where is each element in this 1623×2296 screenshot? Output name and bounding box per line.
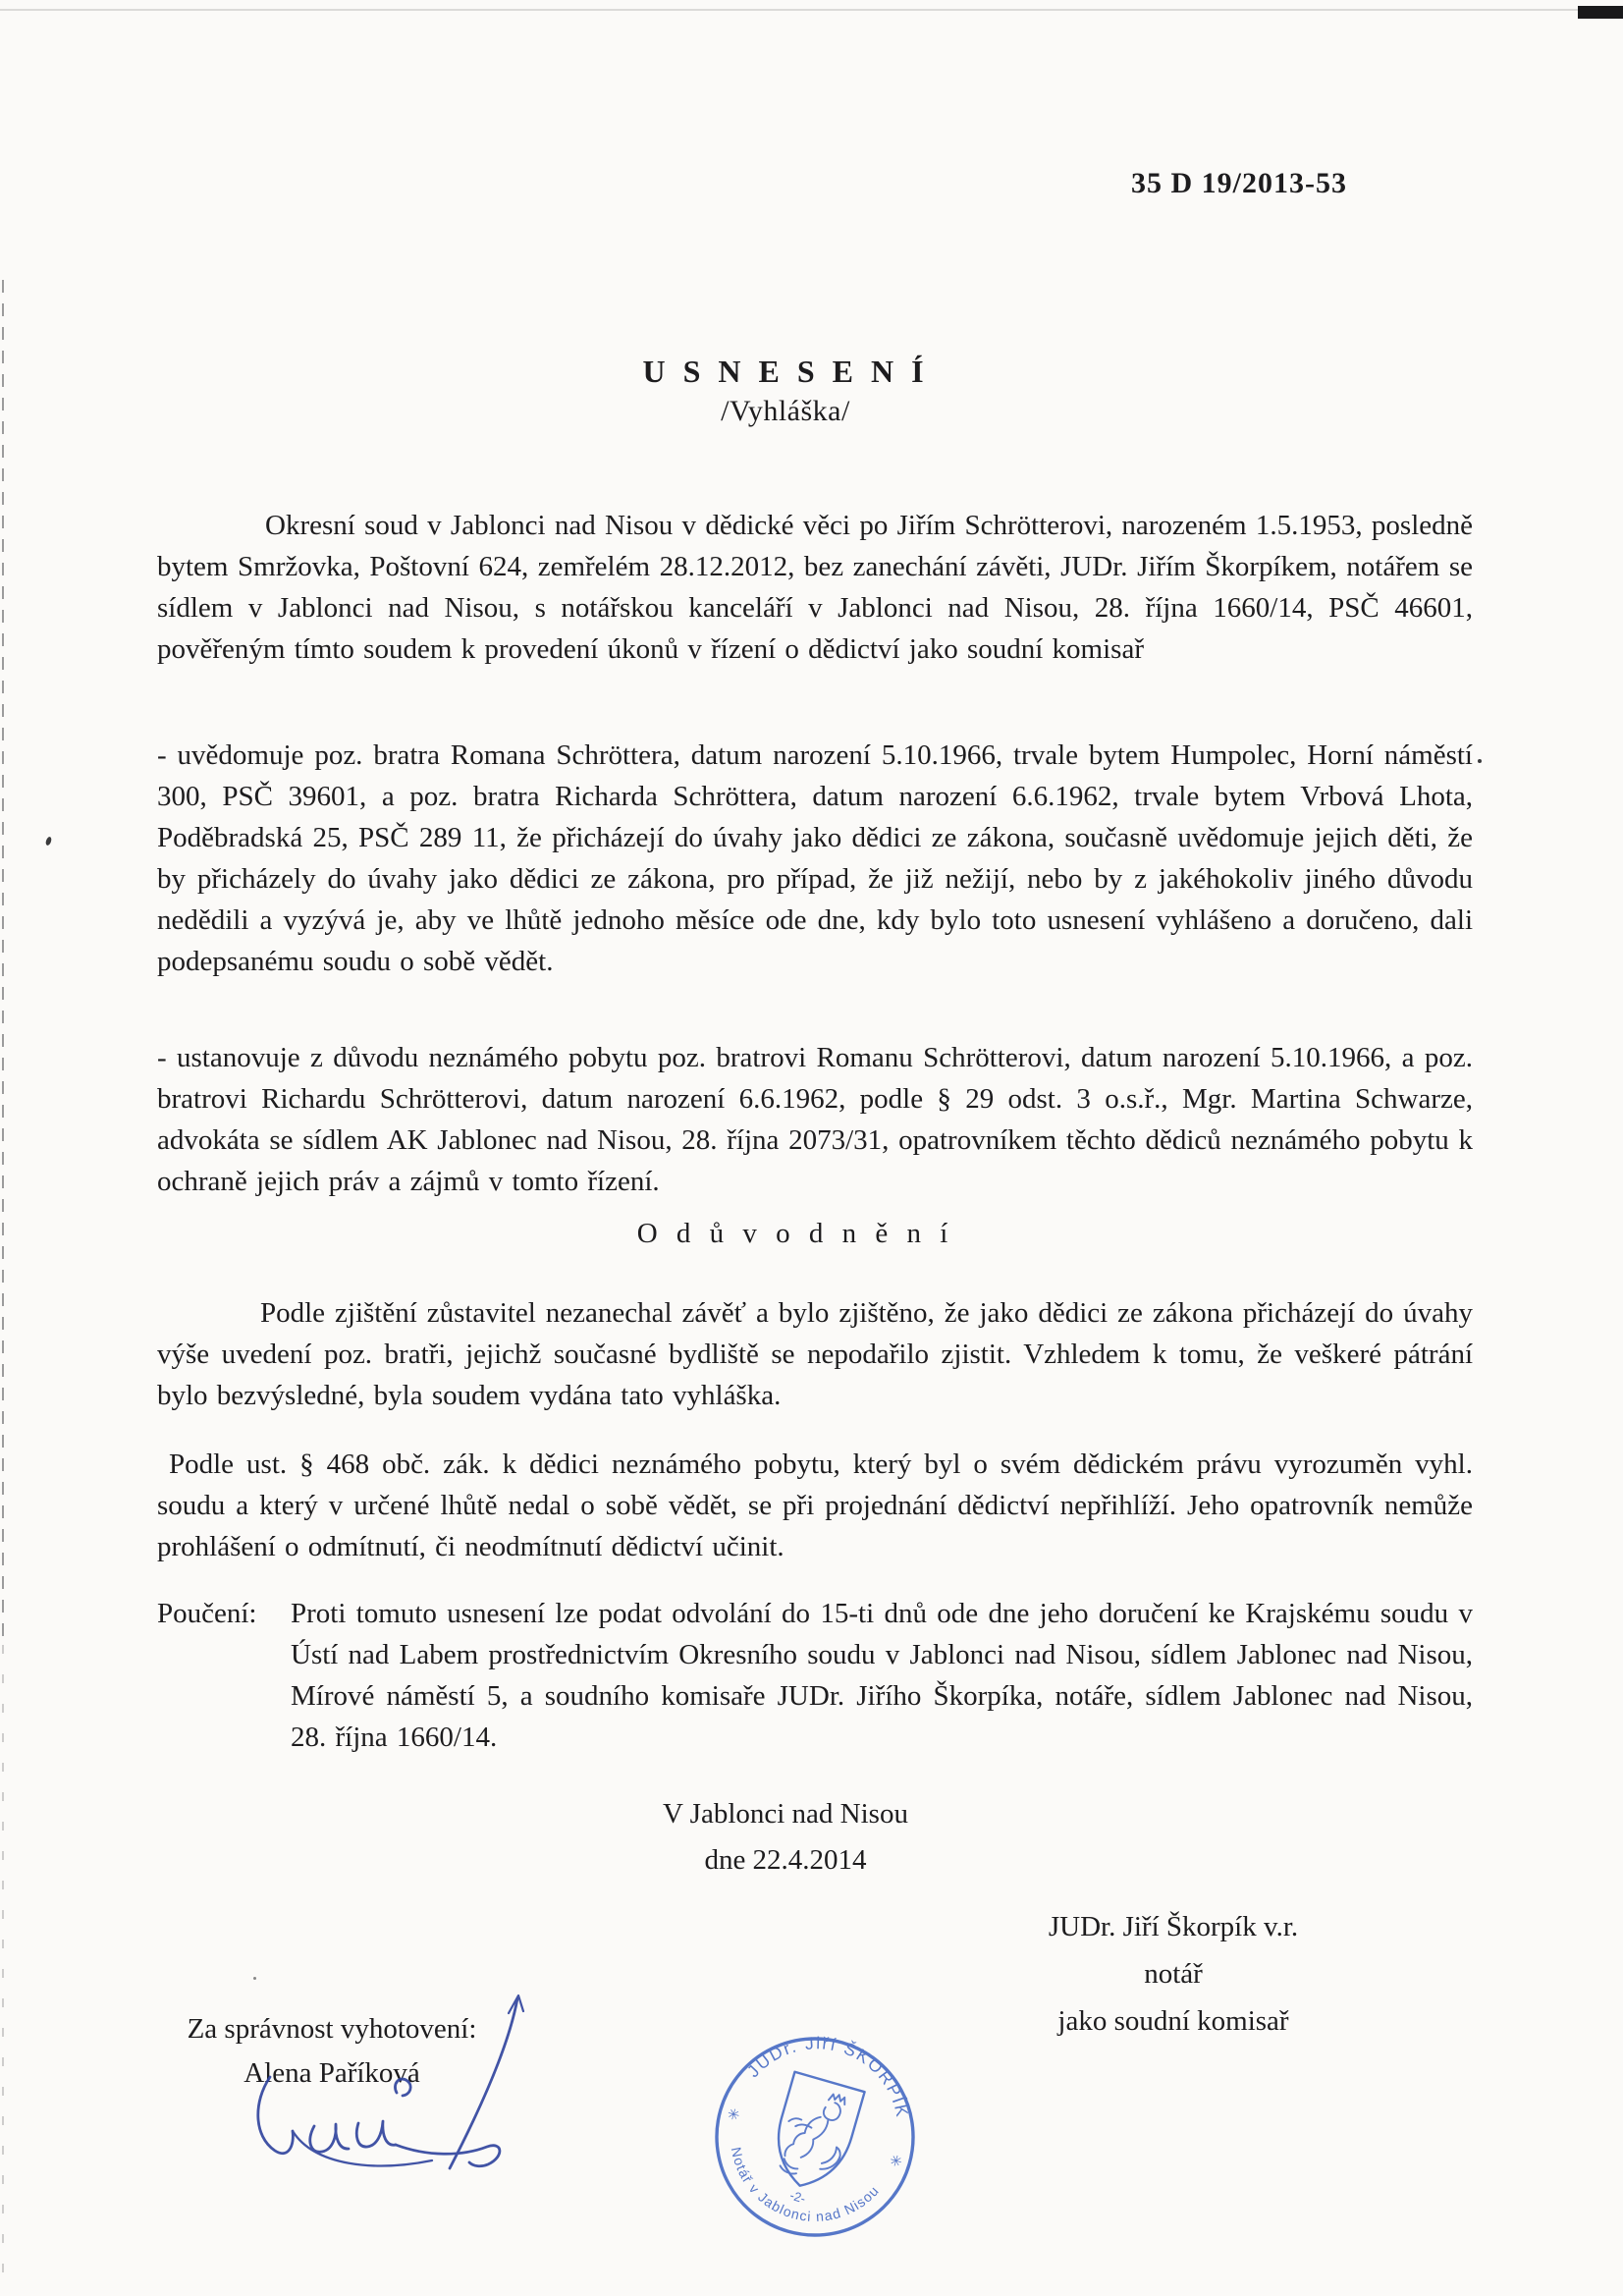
place-line: V Jablonci nad Nisou xyxy=(663,1798,908,1830)
notary-round-stamp xyxy=(699,2021,931,2253)
paragraph-reasoning-2: Podle ust. § 468 obč. zák. k dědici neznámého pobytu, který byl o svém dědickém právu vyrozuměn vyhl. soudu a který v určené lhůtě nedal o sobě vědět, se při projednání dědictví nepřihlíží. Jeho opatrovník nemůže prohlášení o odmítnutí, či neodmítnutí dědictví učinit. xyxy=(157,1449,1473,1562)
document-subtitle: /Vyhláška/ xyxy=(721,395,850,427)
scan-artifact-left-edge-line xyxy=(2,280,4,1645)
stamp-center-mark: -2- xyxy=(787,2187,808,2207)
case-number: 35 D 19/2013-53 xyxy=(1131,167,1347,199)
signature-stroke xyxy=(258,2077,294,2154)
stamp-star-right-icon: ✳ xyxy=(887,2153,904,2172)
scan-artifact-top-hairline xyxy=(0,9,1583,11)
stamp-top-arc-text: JUDr. Jiří ŠKORPÍK xyxy=(742,2033,913,2120)
paragraph-advice xyxy=(157,1593,1473,1758)
signature-stroke xyxy=(356,2121,396,2147)
advice-label: Poučení: xyxy=(157,1598,257,1629)
stamp-star-left-icon: ✳ xyxy=(725,2105,742,2125)
document-title: U S N E S E N Í xyxy=(642,354,929,389)
certification-name: Alena Paříková xyxy=(243,2057,420,2089)
signature-slash-stroke xyxy=(450,1998,517,2168)
stamp-shield-outline xyxy=(765,2072,864,2196)
paragraph-intro: Okresní soud v Jablonci nad Nisou v dědické věci po Jiřím Schrötterovi, narozeném 1.5.1953, posledně bytem Smržovka, Poštovní 624, zemřelém 28.12.2012, bez zanechání závěti, JUDr. Jiřím Škorpíkem, notářem se sídlem v Jablonci nad Nisou, s notářskou kanceláří v Jablonci nad Nisou, 28. října 1660/14, PSČ 46601, pověřeným tímto soudem k provedení úkonů v řízení o dědictví jako soudní komisař xyxy=(157,510,1473,665)
paragraph-guardian-appointment: - ustanovuje z důvodu neznámého pobytu poz. bratrovi Romanu Schrötterovi, datum narození 5.10.1966, a poz. bratrovi Richardu Schrötterovi, datum narození 6.6.1962, podle § 29 odst. 3 o.s.ř., Mgr. Martina Schwarze, advokáta se sídlem AK Jablonec nad Nisou, 28. října 2073/31, opatrovníkem těchto dědiců neznámého pobytu k ochraně jejich práv a zájmů v tomto řízení. xyxy=(157,1042,1473,1197)
signature-stroke xyxy=(310,2124,349,2152)
certification-label: Za správnost vyhotovení: xyxy=(187,2013,477,2045)
scan-speck xyxy=(45,836,53,846)
signature-stroke xyxy=(395,2079,410,2096)
signer-role-2: jako soudní komisař xyxy=(1057,2005,1289,2037)
signer-block xyxy=(992,1903,1355,2045)
date-line: dne 22.4.2014 xyxy=(704,1844,867,1876)
paragraph-reasoning-1: Podle zjištění zůstavitel nezanechal závěť a bylo zjištěno, že jako dědici ze zákona přicházejí do úvahy výše uvedení poz. bratři, jejichž současné bydliště se nepodařilo zjistit. Vzhledem k tomu, že veškeré pátrání bylo bezvýsledné, byla soudem vydána tato vyhláška. xyxy=(157,1297,1473,1411)
stamp-bottom-arc-text: Notář v Jablonci nad Nisou xyxy=(728,2145,883,2225)
scan-artifact-corner-bar xyxy=(1578,6,1623,19)
paragraph-notice-heirs: - uvědomuje poz. bratra Romana Schröttera, datum narození 5.10.1966, trvale bytem Humpolec, Horní náměstí 300, PSČ 39601, a poz. bratra Richarda Schröttera, datum narození 6.6.1962, trvale bytem Vrbová Lhota, Poděbradská 25, PSČ 289 11, že přicházejí do úvahy jako dědici ze zákona, současně uvědomuje jejich děti, že by přicházely do úvahy jako dědici ze zákona, pro případ, že již nežijí, nebo by z jakéhokoliv jiného důvodu nedědili a vyzývá je, aby ve lhůtě jednoho měsíce ode dne, kdy bylo toto usnesení vyhlášeno a doručeno, dali podepsanému soudu o sobě vědět. xyxy=(157,739,1473,977)
stamp-coat-of-arms xyxy=(765,2072,864,2196)
place-date-block xyxy=(565,1791,1006,1884)
signer-role-1: notář xyxy=(1144,1958,1203,1990)
advice-text: Proti tomuto usnesení lze podat odvolání do 15-ti dnů ode dne jeho doručení ke Krajskému soudu v Ústí nad Labem prostřednictvím Okresního soudu v Jablonci nad Nisou, sídlem Jablonec nad Nisou, Mírové náměstí 5, a soudního komisaře JUDr. Jiřího Škorpíka, notáře, sídlem Jablonec nad Nisou, 28. října 1660/14. xyxy=(291,1598,1473,1753)
signer-name: JUDr. Jiří Škorpík v.r. xyxy=(1048,1911,1299,1942)
section-heading-reasoning: O d ů v o d n ě n í xyxy=(636,1218,954,1249)
scan-speck xyxy=(1478,759,1482,763)
handwritten-signature xyxy=(196,1964,589,2200)
scan-artifact-left-edge-line-lower xyxy=(2,1645,4,2273)
